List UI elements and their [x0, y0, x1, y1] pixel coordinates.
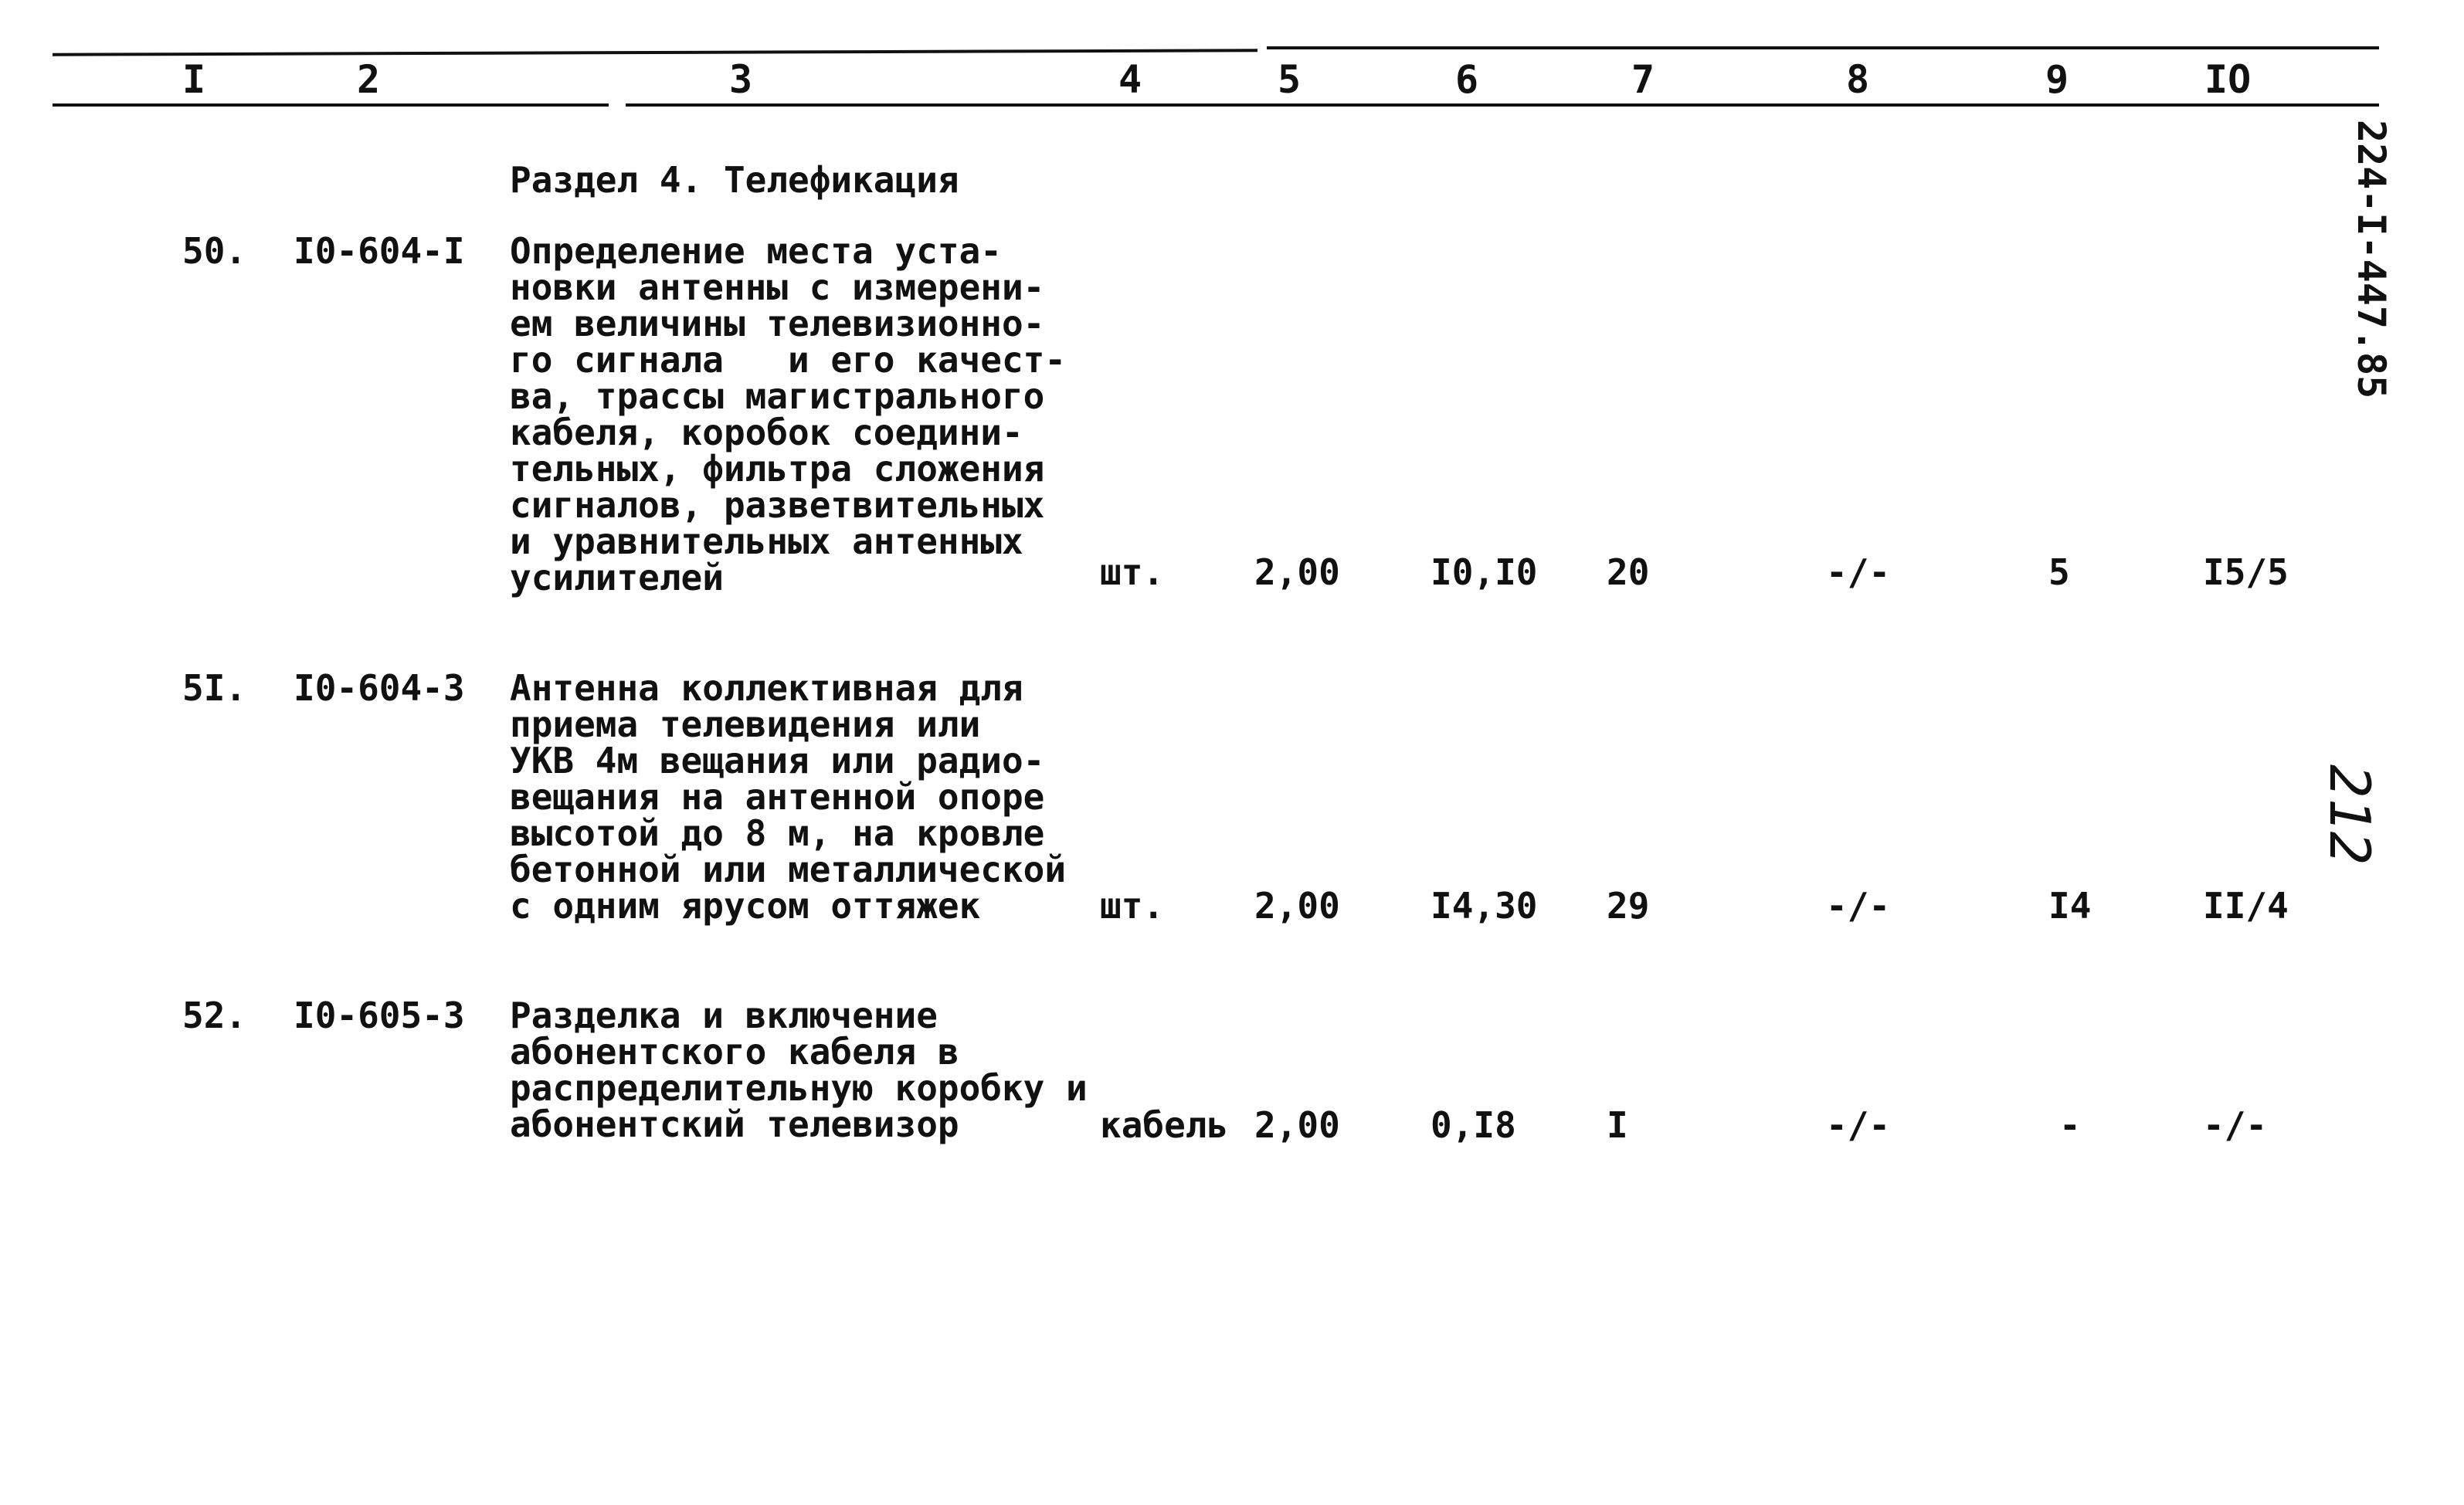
column-number-1: I — [182, 57, 206, 102]
row-number: 5I. — [182, 667, 247, 709]
row-col10: II/4 — [2203, 885, 2289, 927]
row-col10: -/- — [2203, 1104, 2268, 1146]
row-col9: 5 — [2048, 551, 2070, 593]
column-number-5: 5 — [1278, 57, 1302, 102]
column-number-10: IO — [2204, 57, 2252, 102]
column-number-8: 8 — [1846, 57, 1870, 102]
row-unit: шт. — [1100, 551, 1165, 593]
row-col9: - — [2059, 1104, 2081, 1146]
row-col6: I4,30 — [1431, 885, 1538, 927]
row-number: 52. — [182, 995, 247, 1036]
header-top-rule-right — [1267, 46, 2379, 49]
row-col5: 2,00 — [1254, 885, 1340, 927]
row-code: I0-604-I — [294, 230, 465, 272]
section-title: Раздел 4. Телефикация — [510, 159, 959, 201]
column-number-6: 6 — [1455, 57, 1479, 102]
row-code: I0-605-3 — [294, 995, 465, 1036]
row-col5: 2,00 — [1254, 551, 1340, 593]
row-col6: I0,I0 — [1431, 551, 1538, 593]
row-col8: -/- — [1826, 1104, 1891, 1146]
column-number-3: 3 — [729, 57, 753, 102]
page-number-handwritten: 212 — [2317, 764, 2382, 866]
header-top-rule-left — [53, 49, 1257, 56]
row-col7: 20 — [1607, 551, 1650, 593]
header-bottom-rule-right — [626, 103, 2379, 107]
row-number: 50. — [182, 230, 247, 272]
row-col7: I — [1607, 1104, 1628, 1146]
row-col5: 2,00 — [1254, 1104, 1340, 1146]
row-unit: кабель — [1100, 1104, 1229, 1146]
row-description: Определение места уста- новки антенны с измерени- ем величины телевизионно- го сигнала и его качест- ва, трассы магистрального кабеля, коробок соедини- тельных, фильтра сложения сигналов, разветвительных и уравнительных антенных усилителей — [510, 230, 1067, 598]
column-number-9: 9 — [2045, 57, 2069, 102]
header-bottom-rule-left — [53, 103, 609, 107]
column-number-4: 4 — [1118, 57, 1142, 102]
row-col8: -/- — [1826, 551, 1891, 593]
column-number-2: 2 — [357, 57, 381, 102]
row-col10: I5/5 — [2203, 551, 2289, 593]
row-col9: I4 — [2048, 885, 2092, 927]
row-description: Антенна коллективная для приема телевидения или УКВ 4м вещания или радио- вещания на антенной опоре высотой до 8 м, на кровле бетонной или металлической с одним ярусом оттяжек — [510, 667, 1067, 927]
row-description: Разделка и включение абонентского кабеля в распределительную коробку и абонентский телевизор — [510, 995, 1088, 1145]
row-col6: 0,I8 — [1431, 1104, 1516, 1146]
document-code: 224-I-447.85 — [2349, 120, 2394, 399]
row-col8: -/- — [1826, 885, 1891, 927]
column-number-7: 7 — [1631, 57, 1655, 102]
row-col7: 29 — [1607, 885, 1650, 927]
row-unit: шт. — [1100, 885, 1165, 927]
row-code: I0-604-3 — [294, 667, 465, 709]
